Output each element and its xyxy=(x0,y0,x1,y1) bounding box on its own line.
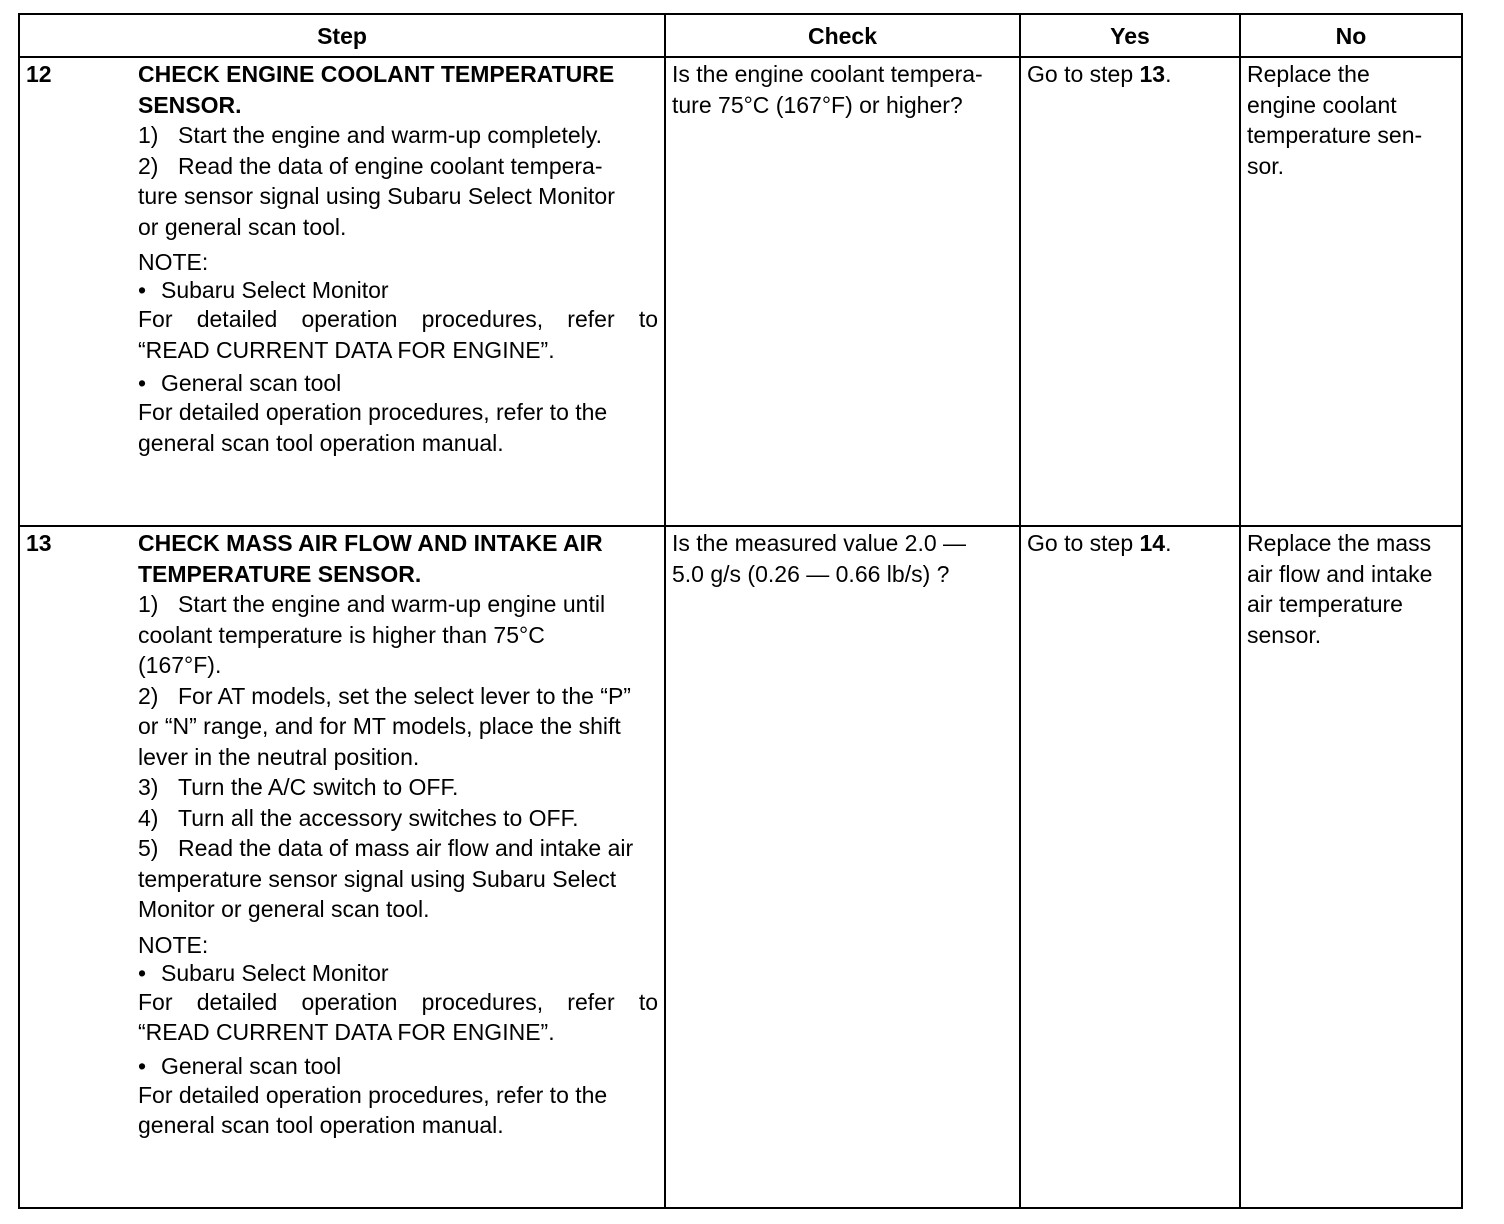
header-yes: Yes xyxy=(1020,14,1240,57)
bullet-description: For detailed operation procedures, refer to xyxy=(138,988,658,1015)
bullet-description: For detailed operation procedures, refer to the xyxy=(138,1081,608,1108)
step-number: 13 xyxy=(26,530,52,556)
substep: 4) Turn all the accessory switches to OFF. xyxy=(138,804,579,831)
bullet-description: For detailed operation procedures, refer to the xyxy=(138,399,608,425)
step-reference: 14 xyxy=(1139,530,1166,556)
substep: 2) For AT models, set the select lever to the “P” xyxy=(138,682,631,709)
bullet-description: For detailed operation procedures, refer to xyxy=(138,306,658,332)
check-cell: Is the engine coolant tempera- ture 75°C (167°F) or higher? xyxy=(665,57,1020,526)
substep: 5) Read the data of mass air flow and intake air xyxy=(138,835,634,861)
bullet-item: • Subaru Select Monitor xyxy=(138,277,389,303)
step-body xyxy=(138,527,664,1141)
substep-continuation: coolant temperature is higher than 75°C xyxy=(138,621,545,648)
step-number: 12 xyxy=(26,61,52,87)
bullet-item: • Subaru Select Monitor xyxy=(138,959,389,986)
substep-continuation: temperature sensor signal using Subaru Select xyxy=(138,865,617,892)
table-row xyxy=(19,57,1462,526)
table-row xyxy=(19,526,1462,1208)
bullet-description: general scan tool operation manual. xyxy=(138,429,504,456)
substep-continuation: Monitor or general scan tool. xyxy=(138,896,430,922)
bullet-icon: • xyxy=(138,1052,147,1079)
bullet-description: “READ CURRENT DATA FOR ENGINE”. xyxy=(138,1019,555,1045)
bullet-description: “READ CURRENT DATA FOR ENGINE”. xyxy=(138,336,555,363)
no-cell: Replace the engine coolant temperature sen- sor. xyxy=(1240,57,1462,526)
header-row xyxy=(19,14,1462,57)
check-cell: Is the measured value 2.0 — 5.0 g/s (0.26 — 0.66 lb/s) ? xyxy=(665,526,1020,1208)
step-cell xyxy=(19,57,665,526)
yes-cell: Go to step 14. xyxy=(1020,526,1240,1208)
bullet-description: general scan tool operation manual. xyxy=(138,1112,504,1138)
step-title: CHECK MASS AIR FLOW AND INTAKE AIR TEMPERATURE SENSOR. xyxy=(138,530,603,587)
substep-continuation: ture sensor signal using Subaru Select Monitor xyxy=(138,183,615,209)
bullet-icon: • xyxy=(138,370,147,396)
substep-continuation: (167°F). xyxy=(138,652,222,678)
header-check: Check xyxy=(665,14,1020,57)
no-cell: Replace the mass air flow and intake air temperature sensor. xyxy=(1240,526,1462,1208)
yes-cell: Go to step 13. xyxy=(1020,57,1240,526)
substep: 1) Start the engine and warm-up completely. xyxy=(138,122,603,148)
header-step: Step xyxy=(19,14,665,57)
step-body xyxy=(138,58,664,458)
substep: 1) Start the engine and warm-up engine until xyxy=(138,591,606,617)
diagnostic-procedure-table xyxy=(18,13,1463,1209)
bullet-icon: • xyxy=(138,277,147,303)
substep-continuation: or “N” range, and for MT models, place the shift xyxy=(138,713,621,739)
note-label: NOTE: xyxy=(138,931,209,958)
substep: 2) Read the data of engine coolant tempera- xyxy=(138,152,603,179)
header-no: No xyxy=(1240,14,1462,57)
substep: 3) Turn the A/C switch to OFF. xyxy=(138,774,459,800)
bullet-item: • General scan tool xyxy=(138,370,342,396)
step-cell xyxy=(19,526,665,1208)
substep-continuation: or general scan tool. xyxy=(138,213,347,240)
bullet-item: • General scan tool xyxy=(138,1052,342,1079)
bullet-icon: • xyxy=(138,959,147,986)
step-title: CHECK ENGINE COOLANT TEMPERATURE SENSOR. xyxy=(138,61,615,118)
step-reference: 13 xyxy=(1139,61,1166,87)
note-label: NOTE: xyxy=(138,249,209,275)
substep-continuation: lever in the neutral position. xyxy=(138,743,420,770)
